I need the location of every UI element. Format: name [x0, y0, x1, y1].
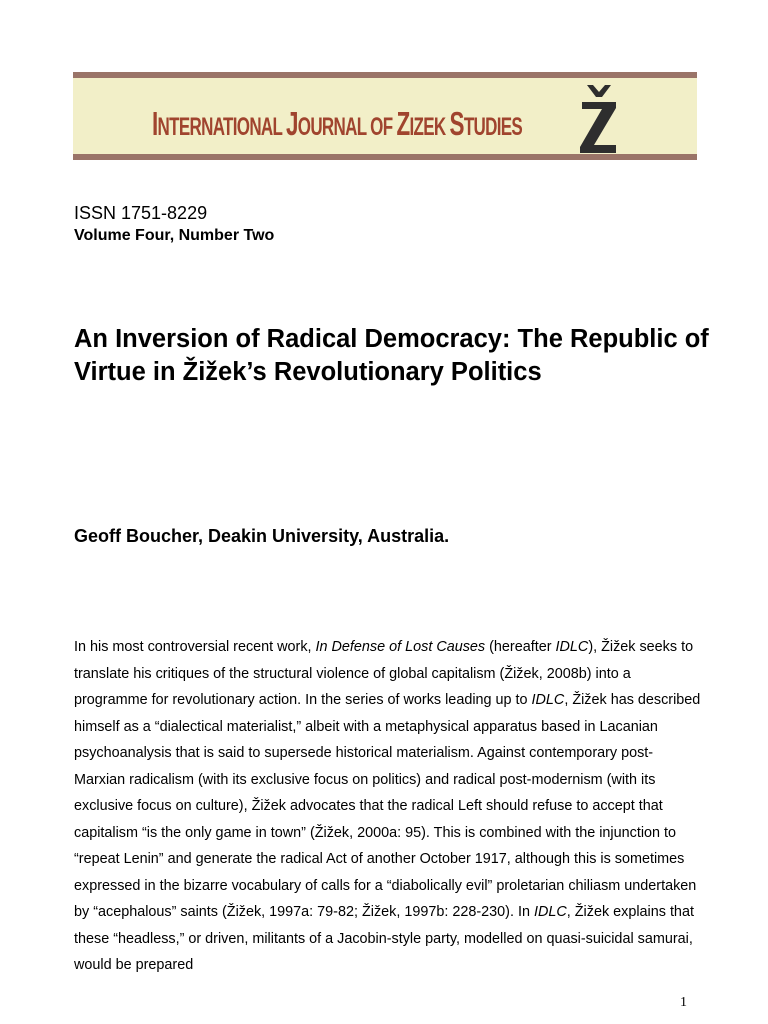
- journal-name-cap: S: [449, 105, 464, 142]
- body-run-italic: IDLC: [531, 692, 565, 708]
- z-caron-logo-icon: [579, 85, 619, 153]
- volume-number: Volume Four, Number Two: [74, 227, 275, 244]
- body-run: ), Žižek seeks to translate his critiques of the structural violence of global capitalism (Žižek, 2008b) into a programme for revolutionary action. In the series of works leading up to: [74, 639, 694, 708]
- journal-name-part: [152, 105, 286, 142]
- journal-name-rest: OURNAL OF: [297, 113, 397, 141]
- body-run: , Žižek explains that these “headless,” or driven, militants of a Jacobin-style party, modelled on quasi-suicidal samurai, would be prepared: [74, 904, 694, 973]
- body-run: , Žižek has described himself as a “dialectical materialist,” albeit with a metaphysical apparatus based in Lacanian psychoanalysis that is said to supersede historical materialism. Against contemporary post-Marxian radicalism (with its exclusive focus on politics) and radical post-modernism (with its exclusive focus on culture), Žižek advocates that the radical Left should refuse to accept that capitalism “is the only game in town” (Žižek, 2000a: 95). This is combined with the injunction to “repeat Lenin” and generate the radical Act of another October 1917, although this is sometimes expressed in the bizarre vocabulary of calls for a “diabolically evil” proletarian chiliasm undertaken by “acephalous” saints (Žižek, 1997a: 79-82; Žižek, 1997b: 228-230). In: [74, 692, 701, 920]
- body-run-italic: IDLC: [533, 904, 567, 920]
- journal-name-cap: J: [285, 105, 298, 142]
- body-run-italic: In Defense of Lost Causes: [315, 639, 486, 655]
- article-title: An Inversion of Radical Democracy: The Republic of Virtue in Žižek’s Revolutionary Politics: [74, 325, 709, 386]
- journal-name-part: [396, 105, 449, 142]
- issn: ISSN 1751-8229: [74, 203, 208, 223]
- journal-banner: [73, 72, 697, 160]
- body-run: In his most controversial recent work,: [74, 639, 316, 655]
- author-affiliation: Geoff Boucher, Deakin University, Australia.: [74, 526, 450, 546]
- journal-name-rest: NTERNATIONAL: [157, 113, 286, 141]
- body-paragraph: [74, 634, 704, 979]
- journal-name-cap: I: [152, 105, 158, 142]
- page-number: 1: [680, 995, 687, 1010]
- journal-name-part: [286, 105, 396, 142]
- journal-name: [152, 105, 522, 143]
- journal-name-rest: TUDIES: [463, 113, 523, 141]
- journal-name-part: [450, 105, 523, 142]
- journal-name-cap: Z: [396, 105, 410, 142]
- body-run-italic: IDLC: [555, 639, 589, 655]
- body-run: (hereafter: [485, 639, 556, 655]
- journal-name-rest: IZEK: [409, 113, 450, 141]
